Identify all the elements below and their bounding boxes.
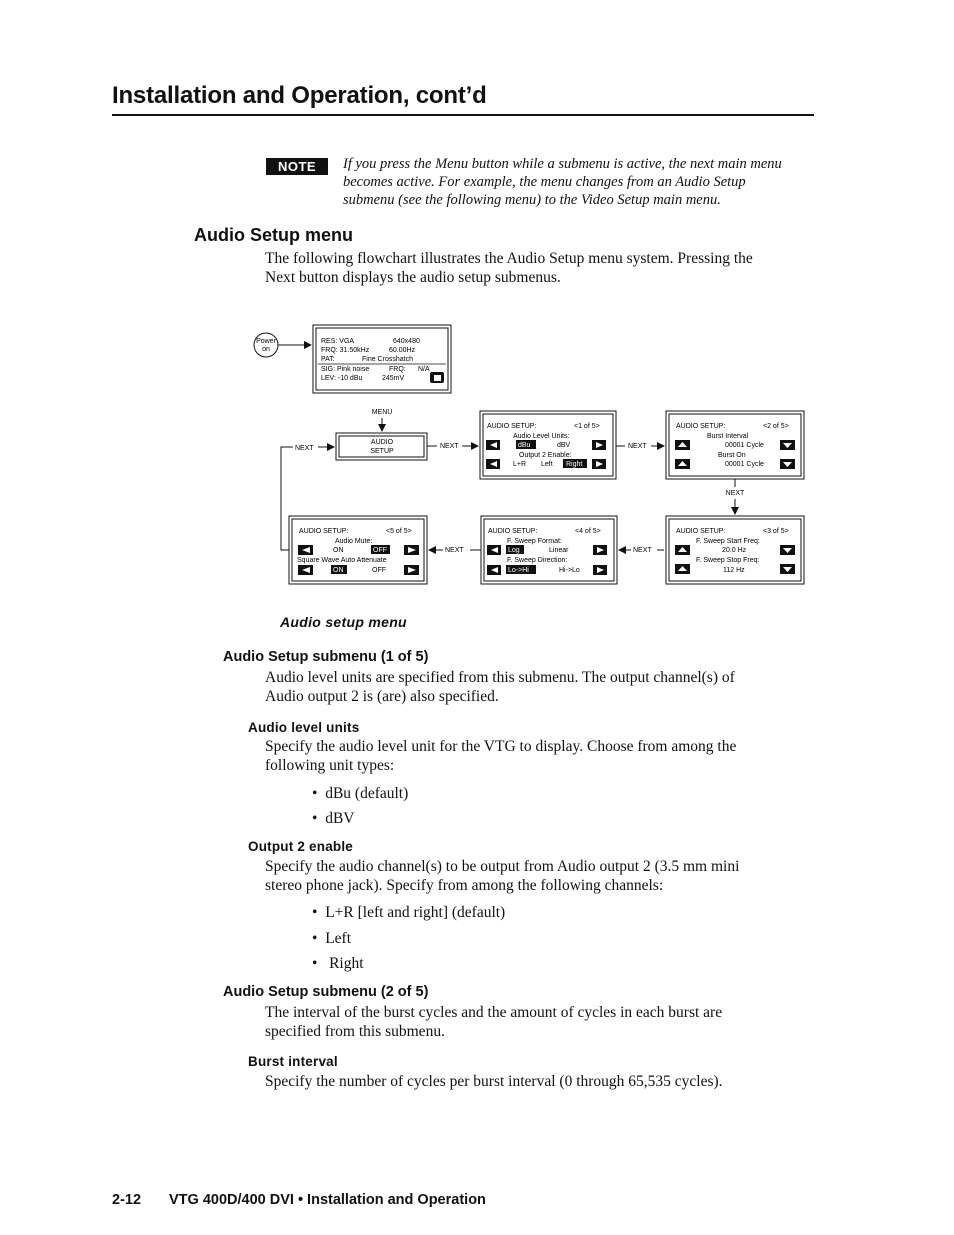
display-text: RES: VGA: [321, 338, 355, 345]
display-text: Fine Crosshatch: [362, 356, 413, 363]
next-label: NEXT: [633, 547, 652, 554]
item-paragraph: [265, 738, 805, 775]
footer-title: VTG 400D/400 DVI • Installation and Operation: [169, 1192, 486, 1208]
screen-text: OFF: [372, 567, 386, 574]
audio-setup-flowchart: [250, 320, 810, 590]
section-heading: Audio Setup menu: [194, 225, 353, 245]
item-heading: Burst interval: [248, 1054, 338, 1069]
note-line: If you press the Menu button while a submenu is active, the next main menu: [343, 156, 782, 172]
screen-text: F. Sweep Direction:: [507, 557, 568, 564]
next-label: NEXT: [725, 490, 745, 497]
page-title: Installation and Operation, cont’d: [112, 82, 487, 109]
screen-page: <2 of 5>: [763, 423, 789, 430]
subsection-paragraph: [265, 669, 805, 706]
list-item-text: Left: [325, 930, 352, 947]
screen-text: Audio Mute:: [335, 538, 373, 545]
screen-title: AUDIO SETUP:: [299, 528, 349, 535]
display-text: FRQ: 31.50kHz: [321, 347, 370, 354]
item-paragraph: [265, 858, 805, 895]
display-text: PAT:: [321, 356, 335, 363]
item-paragraph: Specify the number of cycles per burst interval (0 through 65,535 cycles).: [265, 1073, 723, 1090]
screen-text: ON: [333, 547, 344, 554]
list-item-text: dBV: [325, 810, 355, 827]
screen-text: Output 2 Enable:: [519, 452, 572, 459]
screen-text: L+R: [513, 461, 527, 468]
next-label: NEXT: [628, 443, 647, 450]
display-text: 245mV: [382, 375, 405, 382]
list-item-text: Right: [329, 955, 364, 972]
next-label: NEXT: [445, 547, 464, 554]
audio-setup-box: [336, 433, 427, 460]
screen-page: <5 of 5>: [386, 528, 412, 535]
selected-value: dBu: [518, 442, 531, 449]
screen-title: AUDIO SETUP:: [487, 423, 537, 430]
screen-title: AUDIO SETUP:: [488, 528, 538, 535]
screen-text: 00001 Cycle: [725, 442, 764, 449]
intro-line: Next button displays the audio setup submenus.: [265, 268, 561, 286]
paragraph-line: The interval of the burst cycles and the amount of cycles in each burst are: [265, 1004, 723, 1021]
screen-text: Square Wave Auto Attenuate: [297, 557, 387, 564]
figure-caption: Audio setup menu: [280, 614, 407, 630]
next-label: NEXT: [440, 443, 459, 450]
item-heading: Output 2 enable: [248, 839, 354, 854]
audio-setup-label: AUDIO: [370, 439, 394, 446]
screen-text: Left: [541, 461, 553, 468]
selected-value: Lo->Hi: [508, 567, 529, 574]
paragraph-line: specified from this submenu.: [265, 1022, 445, 1040]
paragraph-line: Specify the audio channel(s) to be output from Audio output 2 (3.5 mm mini: [265, 858, 740, 875]
main-display-screen: [313, 325, 451, 393]
selected-value: ON: [333, 567, 344, 574]
screen-title: AUDIO SETUP:: [676, 423, 726, 430]
screen-text: F. Sweep Start Freq:: [696, 538, 760, 545]
screen-text: 112 Hz: [723, 567, 745, 574]
intro-paragraph: [265, 250, 805, 287]
display-text: 60.00Hz: [389, 347, 416, 354]
list-item: • dBu (default): [312, 785, 409, 802]
submenu-4-screen: [481, 516, 617, 584]
paragraph-line: Audio level units are specified from this submenu. The output channel(s) of: [265, 669, 735, 686]
item-heading: Audio level units: [248, 720, 360, 735]
paragraph-line: Audio output 2 is (are) also specified.: [265, 687, 499, 705]
power-on-label: on: [262, 346, 270, 353]
display-text: LEV: -10 dBu: [321, 375, 363, 382]
paragraph-line: following unit types:: [265, 756, 395, 774]
screen-text: F. Sweep Format:: [507, 538, 562, 545]
paragraph-line: Specify the audio level unit for the VTG to display. Choose from among the: [265, 738, 737, 755]
power-on-node: [254, 333, 278, 357]
power-on-label: Power: [256, 338, 276, 345]
selected-value: Log: [508, 547, 520, 554]
note-text: [343, 155, 813, 209]
display-text: SIG: Pink noise: [321, 366, 370, 373]
selected-value: Right: [566, 461, 583, 468]
screen-text: Audio Level Units:: [513, 433, 570, 440]
subsection-heading: Audio Setup submenu (2 of 5): [223, 984, 429, 1000]
list-item-text: L+R [left and right] (default): [325, 904, 506, 921]
submenu-1-screen: [480, 411, 616, 479]
screen-text: F. Sweep Stop Freq:: [696, 557, 760, 564]
screen-text: Burst Interval: [707, 433, 749, 440]
display-text: FRQ:: [389, 366, 406, 373]
display-text: N/A: [418, 366, 430, 373]
screen-text: Burst On: [718, 452, 746, 459]
screen-text: Linear: [549, 547, 569, 554]
screen-page: <1 of 5>: [574, 423, 600, 430]
note-line: becomes active. For example, the menu changes from an Audio Setup: [343, 174, 746, 190]
list-item: • Right: [312, 955, 364, 972]
intro-line: The following flowchart illustrates the Audio Setup menu system. Pressing the: [265, 250, 753, 267]
subsection-paragraph: [265, 1004, 805, 1041]
note-line: submenu (see the following menu) to the Video Setup main menu.: [343, 192, 721, 208]
screen-text: Hi->Lo: [559, 567, 580, 574]
submenu-2-screen: [666, 411, 804, 479]
menu-label: MENU: [371, 409, 393, 416]
selected-value: OFF: [373, 547, 387, 554]
next-label: NEXT: [295, 445, 314, 452]
screen-text: dBV: [557, 442, 571, 449]
audio-setup-label: SETUP: [370, 448, 394, 455]
paragraph-line: stereo phone jack). Specify from among the following channels:: [265, 876, 664, 894]
list-item: • dBV: [312, 810, 355, 827]
submenu-5-screen: [289, 516, 427, 584]
title-rule: [112, 114, 814, 116]
list-item: • L+R [left and right] (default): [312, 904, 506, 921]
note-badge: NOTE: [266, 158, 328, 175]
screen-text: 20.0 Hz: [722, 547, 747, 554]
screen-page: <3 of 5>: [763, 528, 789, 535]
screen-title: AUDIO SETUP:: [676, 528, 726, 535]
screen-text: 00001 Cycle: [725, 461, 764, 468]
list-item-text: dBu (default): [325, 785, 409, 802]
list-item: • Left: [312, 930, 352, 947]
footer-page-number: 2-12: [112, 1192, 142, 1208]
display-text: 640x480: [393, 338, 420, 345]
screen-page: <4 of 5>: [575, 528, 601, 535]
submenu-3-screen: [666, 516, 804, 584]
subsection-heading: Audio Setup submenu (1 of 5): [223, 649, 429, 665]
